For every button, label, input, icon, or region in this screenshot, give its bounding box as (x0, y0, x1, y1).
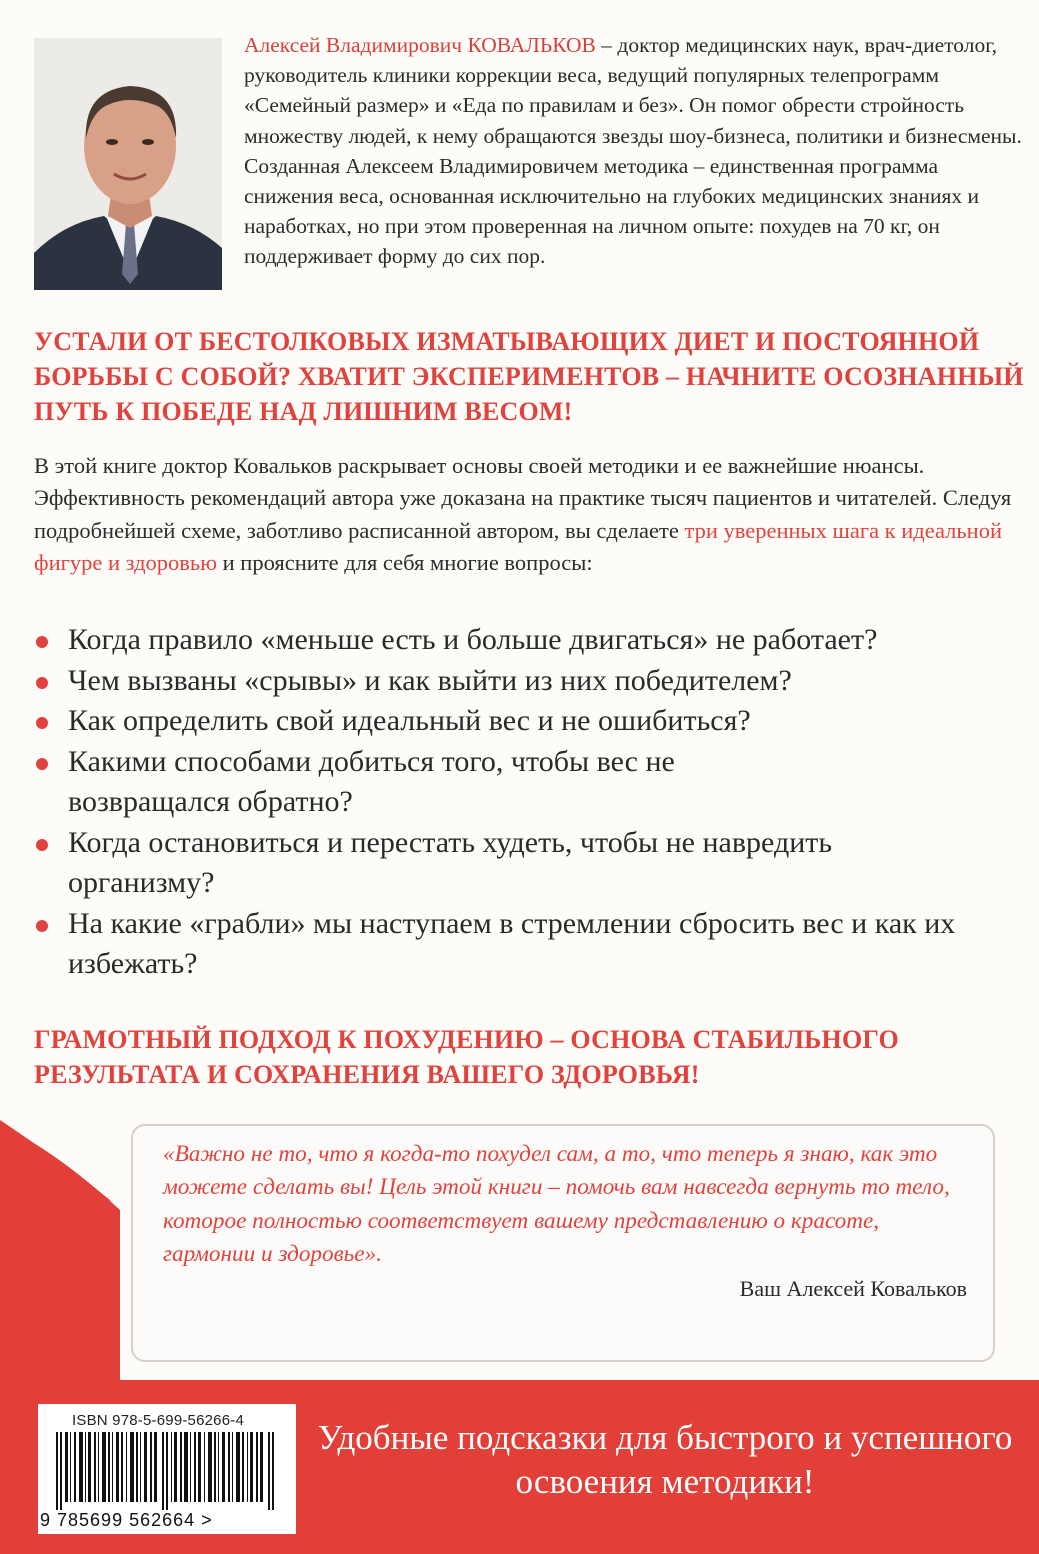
bullet-icon (36, 758, 48, 770)
bullet-icon (36, 636, 48, 648)
barcode-icon (50, 1432, 286, 1510)
headline-bottom: ГРАМОТНЫЙ ПОДХОД К ПОХУДЕНИЮ – ОСНОВА СТАБИЛЬНОГО РЕЗУЛЬТАТА И СОХРАНЕНИЯ ВАШЕГО ЗДОРОВЬЯ! (34, 1025, 899, 1089)
intro-text-after: и проясните для себя многие вопросы: (217, 549, 593, 575)
author-name: Алексей Владимирович КОВАЛЬКОВ (244, 33, 596, 57)
bullet-icon (36, 920, 48, 932)
tagline: Удобные подсказки для быстрого и успешного освоения методики! (317, 1418, 1013, 1501)
intro-paragraph (34, 450, 1024, 579)
list-item (34, 904, 1024, 985)
question-text: Когда правило «меньше есть и больше двигаться» не работает? (68, 623, 878, 656)
list-item (34, 661, 1024, 702)
headline-top: УСТАЛИ ОТ БЕСТОЛКОВЫХ ИЗМАТЫВАЮЩИХ ДИЕТ И ПОСТОЯННОЙ БОРЬБЫ С СОБОЙ? ХВАТИТ ЭКСПЕРИМЕНТОВ – НАЧНИТЕ ОСОЗНАННЫЙ ПУТЬ К ПОБЕДЕ НАД ЛИШНИМ ВЕСОМ! (34, 327, 1024, 426)
question-text: Когда остановиться и перестать худеть, чтобы не навредить организму? (68, 825, 833, 899)
bullet-icon (36, 839, 48, 851)
question-text: На какие «грабли» мы наступаем в стремлении сбросить вес и как их избежать? (68, 906, 956, 980)
bullet-icon (36, 677, 48, 689)
bullet-icon (36, 717, 48, 729)
question-text: Как определить свой идеальный вес и не ошибиться? (68, 704, 751, 737)
intro-accent: три уверенных шага к идеальной фигуре и здоровью (34, 517, 1002, 575)
question-text: Какими способами добиться того, чтобы вес не возвращался обратно? (68, 744, 675, 818)
isbn-digits: 9 785699 562664 > (40, 1510, 213, 1530)
quote-signature: Ваш Алексей Ковальков (739, 1275, 967, 1301)
list-item (34, 701, 1024, 742)
questions-list (34, 620, 1024, 985)
author-bio (244, 30, 1024, 272)
isbn-barcode-box (38, 1404, 296, 1534)
author-quote-box (131, 1124, 995, 1362)
isbn-label: ISBN 978-5-699-56266-4 (72, 1412, 245, 1429)
intro-text-before: В этой книге доктор Ковальков раскрывает основы своей методики и ее важнейшие нюансы. Эффективность рекомендаций автора уже доказана на практике тысяч пациентов и читателей. Следуя подробнейшей схеме, заботливо расписанной автором, вы сделаете (34, 453, 1012, 543)
list-item (34, 823, 1024, 904)
question-text: Чем вызваны «срывы» и как выйти из них победителем? (68, 663, 792, 697)
author-photo (34, 38, 222, 290)
list-item (34, 742, 1024, 823)
author-bio-text: – доктор медицинских наук, врач-диетолог, руководитель клиники коррекции веса, ведущий популярных телепрограмм «Семейный размер» и «Еда по правилам и без». Он помог обрести стройность множеству людей, к нему обращаются звезды шоу-бизнеса, политики и бизнесмены. Созданная Алексеем Владимировичем методика – единственная программа снижения веса, основанная исключительно на глубоких медицинских знаниях и наработках, но при этом проверенная на личном опыте: похудев на 70 кг, он поддерживает форму до сих пор. (244, 33, 1022, 269)
quote-text: «Важно не то, что я когда-то похудел сам, а то, что теперь я знаю, как это можете сделать вы! Цель этой книги – помочь вам навсегда вернуть то тело, которое полностью соответствует вашему представлению о красоте, гармонии и здоровье». (163, 1141, 950, 1268)
list-item (34, 620, 1024, 661)
